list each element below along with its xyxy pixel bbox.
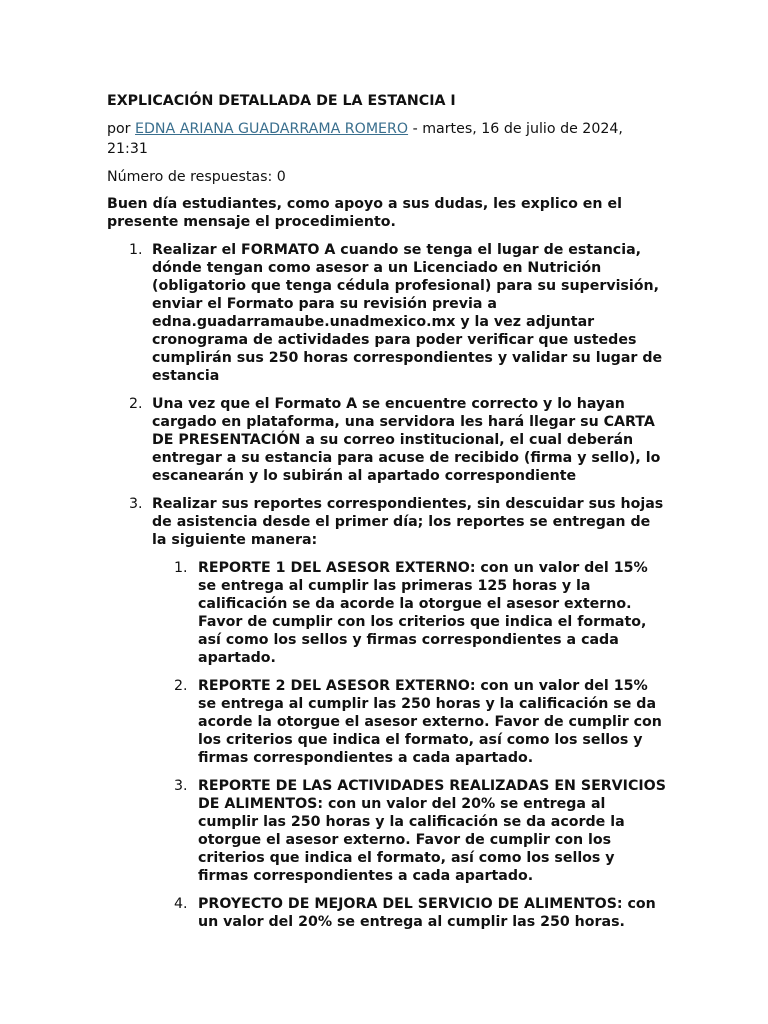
item-text: Realizar el FORMATO A cuando se tenga el lugar de estancia, dónde tengan como asesor a un Licenciado en Nutrición (obligatorio que tenga cédula profesional) para su supervisión, enviar el Formato para su revisión previa a edna.guadarramaube.unadmexico.mx y la vez adjuntar cronograma de actividades para poder verificar que ustedes cumplirán sus 250 horas correspondientes y validar su lugar de estancia (152, 242, 663, 384)
subitem-number: 3. (174, 778, 188, 794)
sub-list-item (152, 559, 667, 667)
subitem-text: PROYECTO DE MEJORA DEL SERVICIO DE ALIMENTOS: con un valor del 20% se entrega al cumplir las 250 horas. (198, 896, 656, 930)
subitem-text: REPORTE DE LAS ACTIVIDADES REALIZADAS EN SERVICIOS DE ALIMENTOS: con un valor del 20% se entrega al cumplir las 250 horas y la calificación se da acorde la otorgue el asesor externo. Favor de cumplir con los criterios que indica el formato, así como los sellos y firmas correspondientes a cada apartado. (198, 778, 666, 884)
item-number: 3. (129, 496, 143, 512)
list-item (107, 495, 667, 931)
list-item (107, 395, 667, 485)
reply-count: Número de respuestas: 0 (107, 169, 286, 185)
subitem-number: 4. (174, 896, 188, 912)
author-link[interactable]: EDNA ARIANA GUADARRAMA ROMERO (135, 121, 409, 137)
sub-list-item (152, 777, 667, 885)
post-title: EXPLICACIÓN DETALLADA DE LA ESTANCIA I (107, 93, 456, 109)
item-text: Realizar sus reportes correspondientes, sin descuidar sus hojas de asistencia desde el primer día; los reportes se entregan de la siguiente manera: (152, 496, 664, 548)
post-date: - martes, 16 de julio de 2024, 21:31 (107, 121, 623, 157)
list-item (107, 241, 667, 385)
subitem-number: 1. (174, 560, 188, 576)
sub-list-item (152, 895, 667, 931)
subitem-number: 2. (174, 678, 188, 694)
reports-list (152, 559, 667, 931)
item-text: Una vez que el Formato A se encuentre correcto y lo hayan cargado en plataforma, una servidora les hará llegar su CARTA DE PRESENTACIÓN a su correo institucional, el cual deberán entregar a su estancia para acuse de recibido (firma y sello), lo escanearán y lo subirán al apartado correspondiente (152, 396, 661, 484)
item-number: 2. (129, 396, 143, 412)
sub-list-item (152, 677, 667, 767)
subitem-text: REPORTE 2 DEL ASESOR EXTERNO: con un valor del 15% se entrega al cumplir las 250 horas y la calificación se da acorde la otorgue el asesor externo. Favor de cumplir con los criterios que indica el formato, así como los sellos y firmas correspondientes a cada apartado. (198, 678, 662, 766)
post-byline (107, 119, 667, 159)
by-prefix: por (107, 121, 136, 137)
post-intro: Buen día estudiantes, como apoyo a sus dudas, les explico en el presente mensaje el procedimiento. (107, 196, 622, 230)
post-content (107, 91, 667, 941)
item-number: 1. (129, 242, 143, 258)
subitem-text: REPORTE 1 DEL ASESOR EXTERNO: con un valor del 15% se entrega al cumplir las primeras 125 horas y la calificación se da acorde la otorgue el asesor externo. Favor de cumplir con los criterios que indica el formato, así como los sellos y firmas correspondientes a cada apartado. (198, 560, 648, 666)
steps-list (107, 241, 667, 931)
